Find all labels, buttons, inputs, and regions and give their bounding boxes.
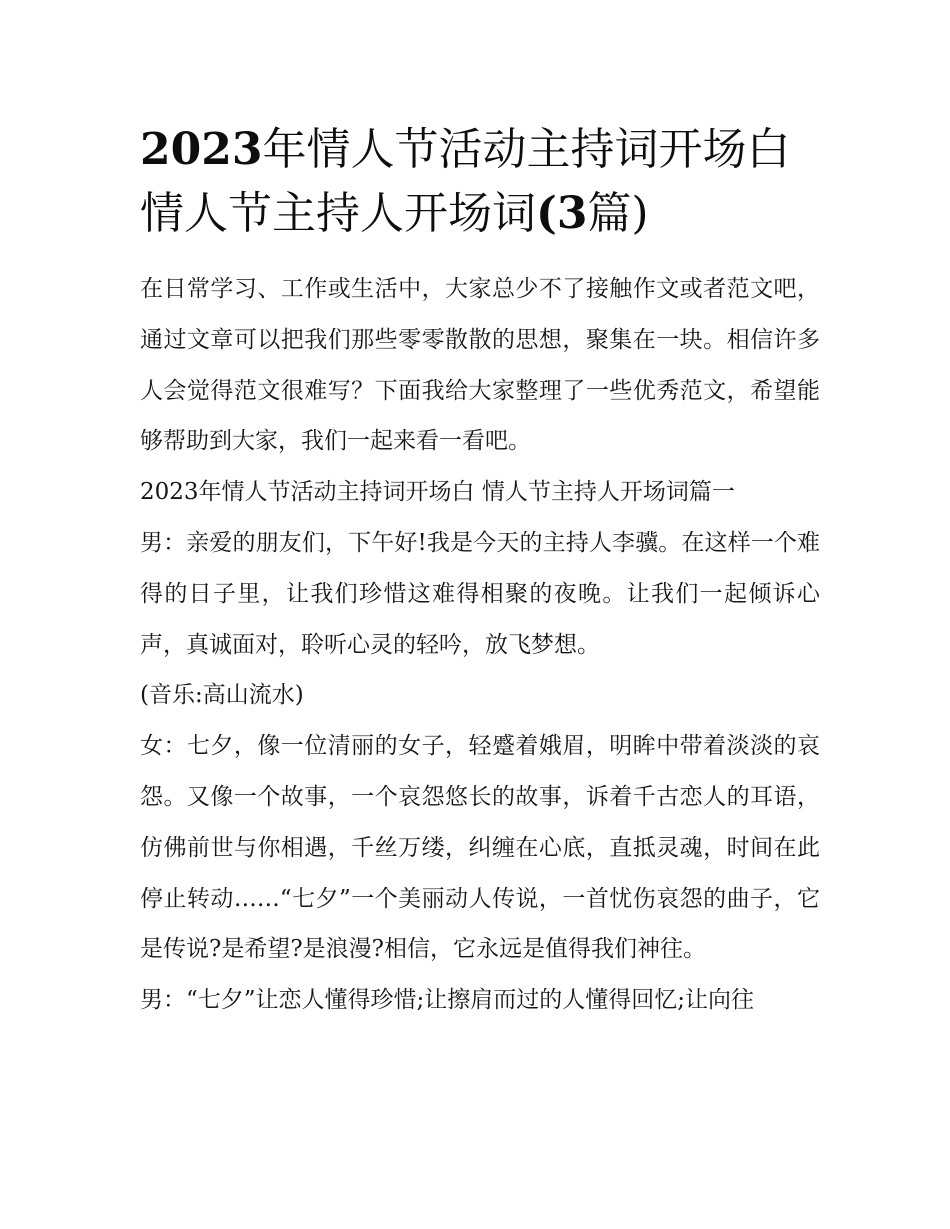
dialogue-paragraph: 男：亲爱的朋友们，下午好!我是今天的主持人李骥。在这样一个难得的日子里，让我们珍惜这难得相聚的夜晚。让我们一起倾诉心声，真诚面对，聆听心灵的轻吟，放飞梦想。 <box>140 529 820 658</box>
dialogue-paragraph: 女：七夕，像一位清丽的女子，轻蹙着娥眉，明眸中带着淡淡的哀怨。又像一个故事，一个哀怨悠长的故事，诉着千古恋人的耳语，仿佛前世与你相遇，千丝万缕，纠缠在心底，直抵灵魂，时间在此停止转动……“七夕”一个美丽动人传说，一首忧伤哀怨的曲子，它是传说?是希望?是浪漫?相信，它永远是值得我们神往。 <box>140 733 820 963</box>
document-body <box>140 264 820 1026</box>
title-year: 2023 <box>140 124 263 175</box>
document-title <box>140 118 820 246</box>
document-page <box>140 118 820 1026</box>
title-text: 年情人节活动主持词开场白 情人节主持人开场词 <box>140 124 791 239</box>
intro-paragraph: 在日常学习、工作或生活中，大家总少不了接触作文或者范文吧，通过文章可以把我们那些零零散散的思想，聚集在一块。相信许多人会觉得范文很难写？下面我给大家整理了一些优秀范文，希望能够帮助到大家，我们一起来看一看吧。 <box>140 276 820 455</box>
music-cue: (音乐:高山流水) <box>140 682 304 709</box>
section-heading: 2023年情人节活动主持词开场白 情人节主持人开场词篇一 <box>140 479 735 506</box>
title-suffix: 篇) <box>587 188 649 239</box>
title-count: (3 <box>536 188 588 239</box>
dialogue-paragraph: 男：“七夕”让恋人懂得珍惜;让擦肩而过的人懂得回忆;让向往 <box>140 987 755 1014</box>
